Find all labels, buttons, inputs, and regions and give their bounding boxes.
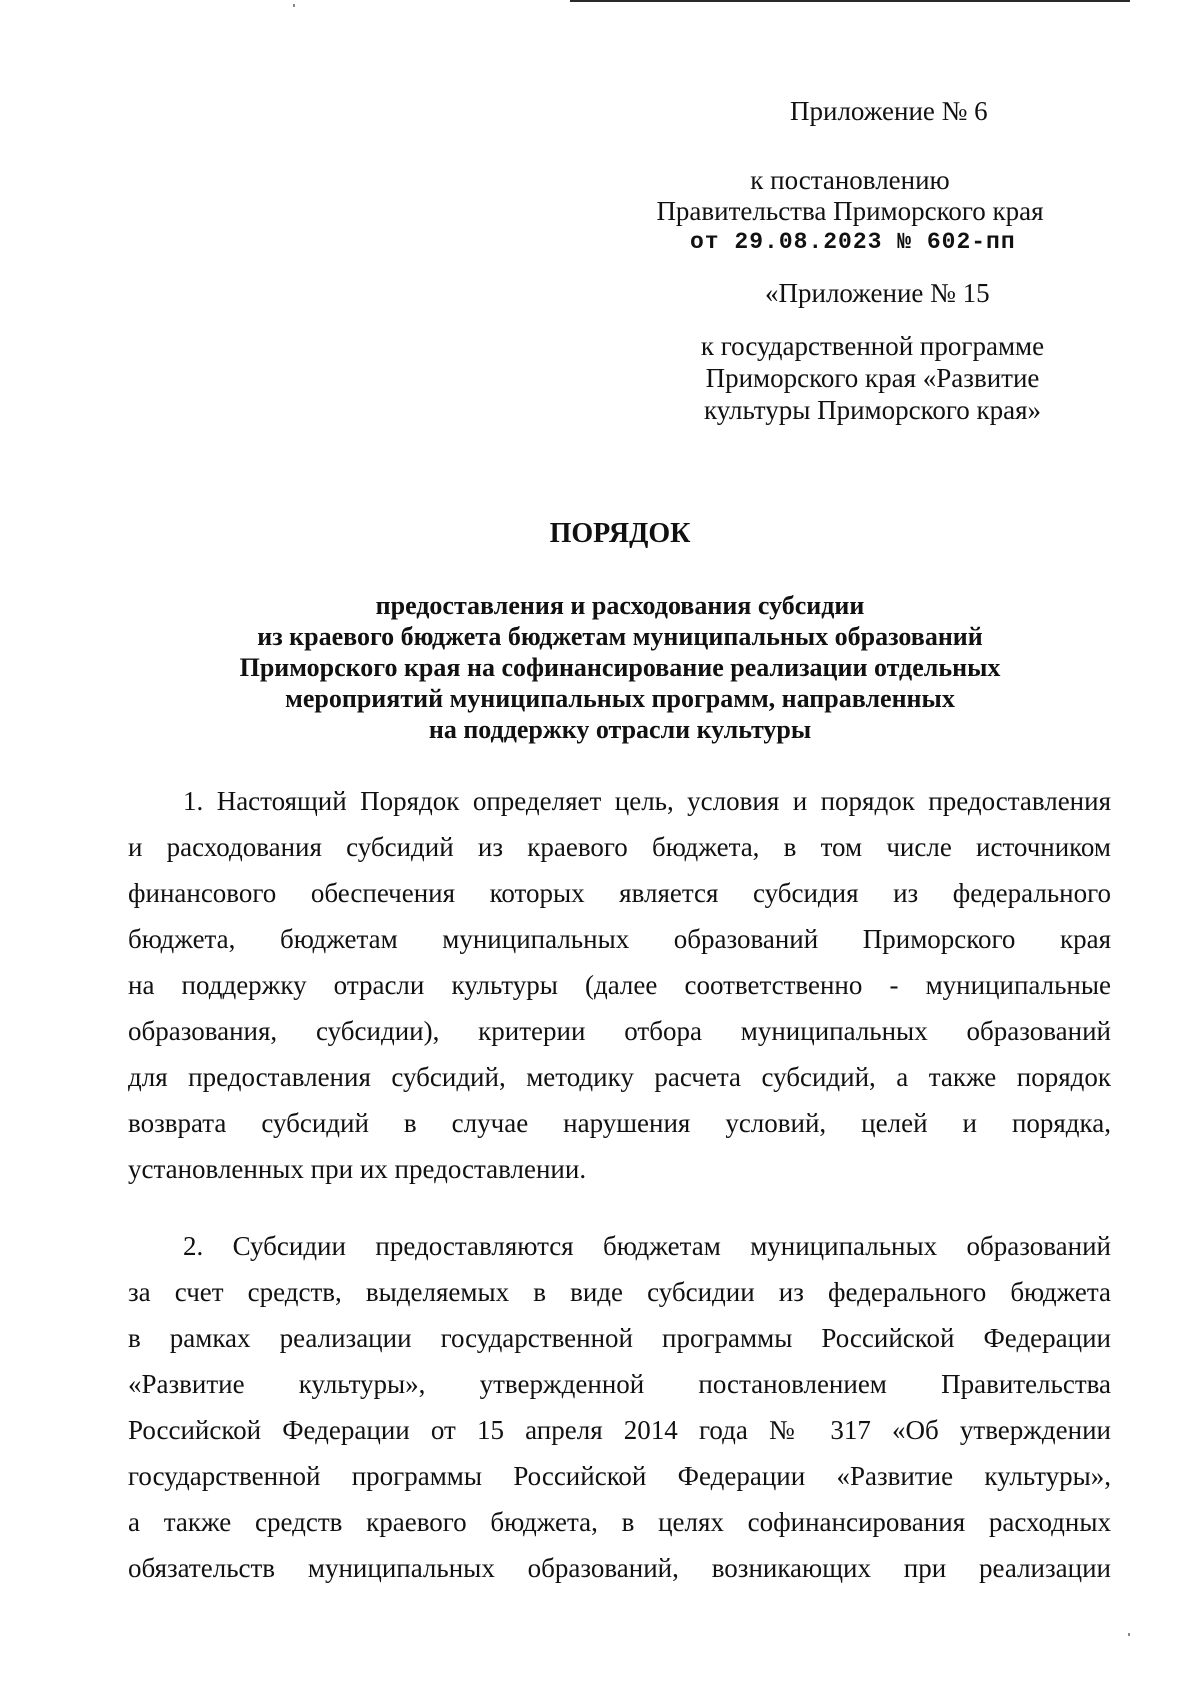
subtitle-line: на поддержку отрасли культуры	[428, 715, 812, 744]
paragraph-2	[128, 1223, 1111, 1591]
program-line: Приморского края «Развитие	[705, 363, 1040, 393]
program-line: культуры Приморского края»	[703, 395, 1042, 425]
program-reference	[620, 330, 1125, 426]
paragraph-line: 2. Субсидии предоставляются бюджетам муниципальных образований	[183, 1231, 1111, 1261]
paragraph-line: «Развитие культуры», утвержденной постановлением Правительства	[128, 1369, 1111, 1399]
paragraph-line: за счет средств, выделяемых в виде субсидии из федерального бюджета	[128, 1277, 1111, 1307]
program-appendix-number: «Приложение № 15	[765, 278, 990, 308]
paragraph-1	[128, 778, 1111, 1192]
paragraph-line: финансового обеспечения которых является субсидия из федерального	[128, 878, 1111, 908]
paragraph-line: бюджета, бюджетам муниципальных образований Приморского края	[128, 924, 1111, 954]
resolution-line: Правительства Приморского края	[656, 196, 1044, 226]
scan-top-border	[570, 0, 1130, 2]
paragraph-line: в рамках реализации государственной программы Российской Федерации	[128, 1323, 1111, 1353]
paragraph-line: установленных при их предоставлении.	[128, 1154, 587, 1184]
resolution-line: к постановлению	[750, 165, 950, 195]
resolution-reference	[600, 165, 1100, 227]
subtitle-line: Приморского края на софинансирование реализации отдельных	[239, 653, 1001, 682]
paragraph-line: образования, субсидии), критерии отбора муниципальных образований	[128, 1016, 1111, 1046]
paragraph-line: и расходования субсидий из краевого бюджета, в том числе источником	[128, 832, 1111, 862]
paragraph-line: для предоставления субсидий, методику расчета субсидий, а также порядок	[128, 1062, 1111, 1092]
scan-speck	[1128, 1633, 1130, 1636]
paragraph-line: возврата субсидий в случае нарушения условий, целей и порядка,	[128, 1108, 1111, 1138]
program-line: к государственной программе	[700, 331, 1045, 361]
paragraph-line: обязательств муниципальных образований, возникающих при реализации	[128, 1553, 1111, 1583]
paragraph-line: государственной программы Российской Федерации «Развитие культуры»,	[128, 1461, 1111, 1491]
subtitle-line: мероприятий муниципальных программ, направленных	[285, 684, 955, 713]
paragraph-line: на поддержку отрасли культуры (далее соответственно - муниципальные	[128, 970, 1111, 1000]
subtitle-line: предоставления и расходования субсидии	[375, 591, 865, 620]
scan-speck	[293, 4, 295, 7]
paragraph-line: 1. Настоящий Порядок определяет цель, условия и порядок предоставления	[183, 786, 1111, 816]
resolution-date-stamp: от 29.08.2023 № 602-пп	[690, 229, 1016, 255]
document-subtitle	[0, 590, 1200, 745]
paragraph-line: Российской Федерации от 15 апреля 2014 года № 317 «Об утверждении	[128, 1415, 1111, 1445]
subtitle-line: из краевого бюджета бюджетам муниципальных образований	[257, 622, 983, 651]
document-title: ПОРЯДОК	[549, 518, 691, 549]
appendix-number: Приложение № 6	[790, 96, 988, 126]
paragraph-line: а также средств краевого бюджета, в целях софинансирования расходных	[128, 1507, 1111, 1537]
